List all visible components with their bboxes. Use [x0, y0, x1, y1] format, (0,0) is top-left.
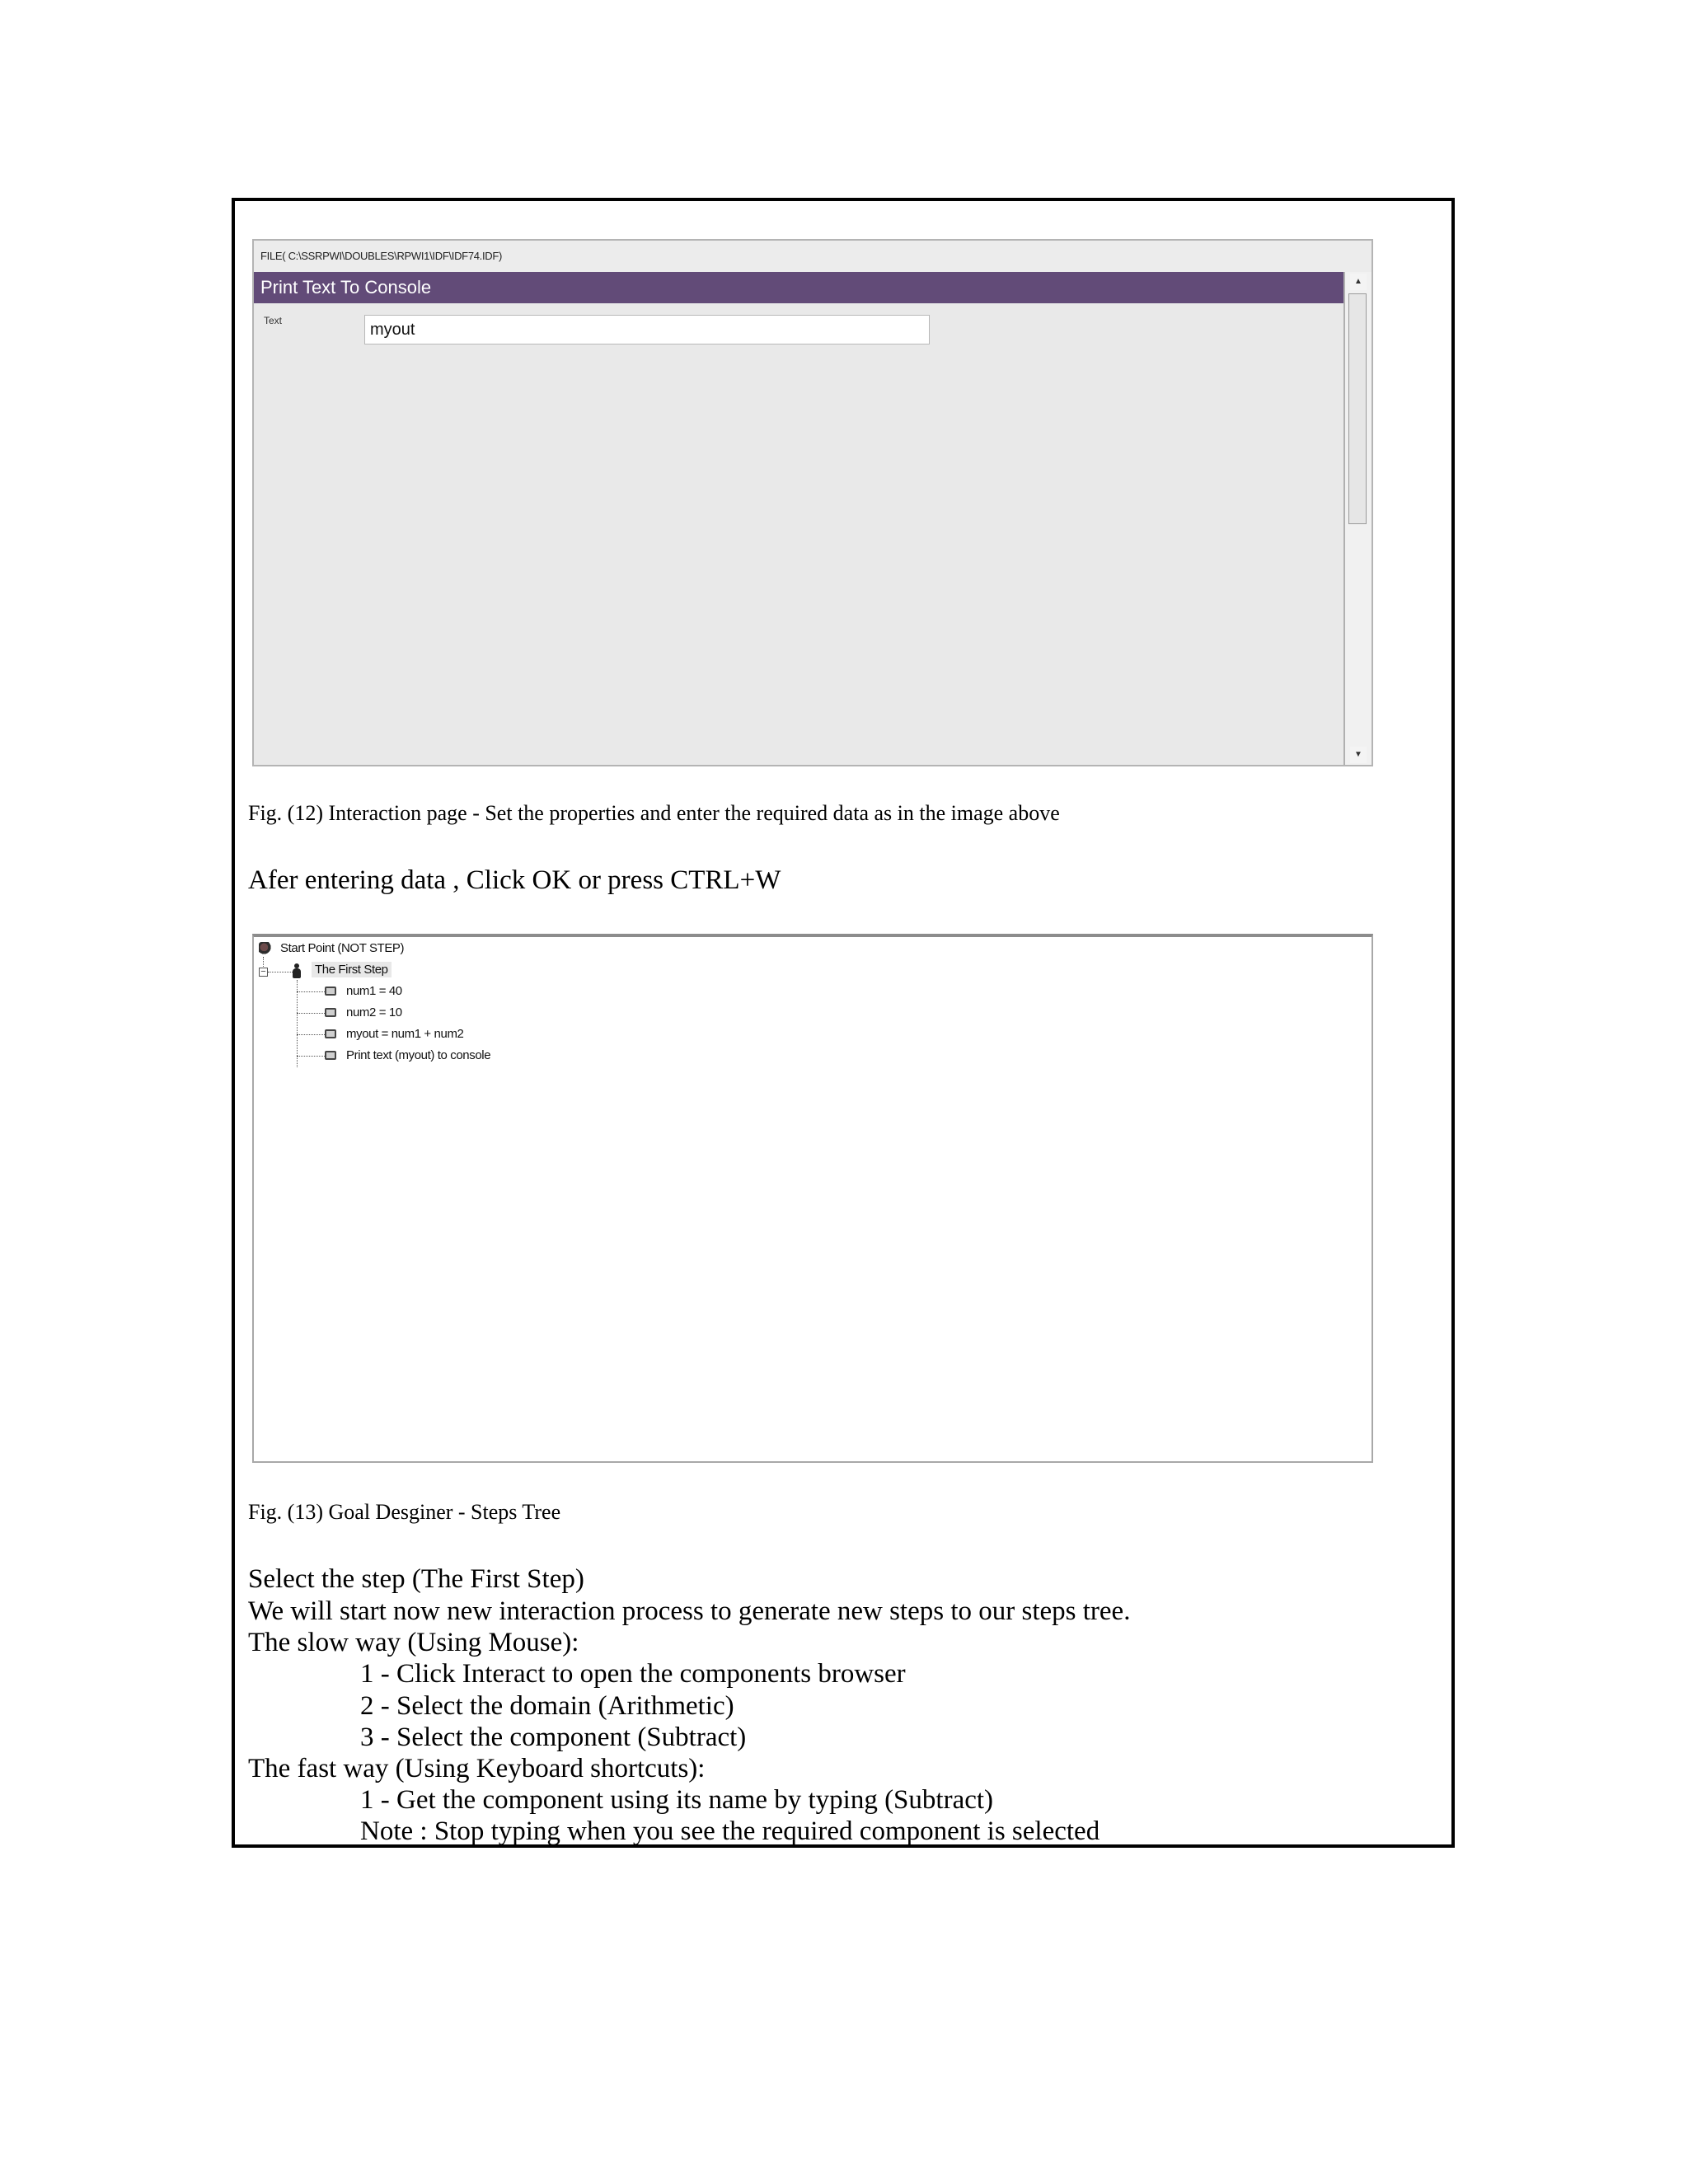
tree-item[interactable]: myout = num1 + num2: [346, 1027, 464, 1041]
scroll-up-icon[interactable]: ▲: [1350, 274, 1367, 290]
figure-13-caption: Fig. (13) Goal Desginer - Steps Tree: [248, 1500, 561, 1524]
start-point-icon: [259, 942, 272, 955]
scroll-thumb[interactable]: [1348, 293, 1367, 524]
tree-line: [297, 1034, 325, 1035]
tree-item[interactable]: num1 = 40: [346, 984, 402, 998]
tree-line: [297, 1056, 325, 1057]
component-icon: [325, 1051, 336, 1060]
tree-line: [297, 1013, 325, 1014]
body-line: 2 - Select the domain (Arithmetic): [360, 1691, 734, 1721]
body-line: Select the step (The First Step): [248, 1564, 584, 1594]
instruction-text: Afer entering data , Click OK or press CTRL+W: [248, 865, 781, 895]
figure-12-caption: Fig. (12) Interaction page - Set the properties and enter the required data as in the image above: [248, 801, 1060, 825]
steps-tree-window: [252, 934, 1373, 1463]
tree-line: [263, 957, 264, 967]
window-title: Print Text To Console: [254, 272, 1343, 303]
text-input[interactable]: myout: [364, 315, 930, 344]
body-line: Note : Stop typing when you see the required component is selected: [360, 1816, 1100, 1846]
tree-item[interactable]: Print text (myout) to console: [346, 1048, 491, 1062]
vertical-scrollbar[interactable]: [1343, 272, 1372, 765]
body-line: 1 - Click Interact to open the components browser: [360, 1659, 906, 1689]
tree-step-label: The First Step: [312, 962, 392, 977]
step-icon: [292, 963, 302, 978]
body-line: The slow way (Using Mouse):: [248, 1628, 579, 1657]
tree-node-the-first-step[interactable]: [312, 963, 392, 977]
tree-line: [297, 980, 298, 1067]
text-field-label: Text: [264, 315, 283, 326]
collapse-icon[interactable]: −: [259, 968, 268, 977]
tree-root-label: Start Point (NOT STEP): [280, 941, 405, 955]
component-icon: [325, 1008, 336, 1017]
body-line: 3 - Select the component (Subtract): [360, 1722, 747, 1752]
interaction-window: [252, 239, 1373, 766]
scroll-down-icon[interactable]: ▼: [1350, 747, 1367, 763]
component-icon: [325, 1029, 336, 1038]
body-line: 1 - Get the component using its name by typing (Subtract): [360, 1785, 994, 1815]
tree-root-start-point[interactable]: [280, 941, 404, 955]
tree-item[interactable]: num2 = 10: [346, 1005, 402, 1019]
component-icon: [325, 987, 336, 996]
body-line: The fast way (Using Keyboard shortcuts):: [248, 1754, 706, 1783]
tree-line: [297, 991, 325, 992]
file-path-bar: FILE( C:\SSRPWI\DOUBLES\RPWI1\IDF\IDF74.IDF): [254, 241, 1372, 273]
body-line: We will start now new interaction process to generate new steps to our steps tree.: [248, 1596, 1131, 1626]
